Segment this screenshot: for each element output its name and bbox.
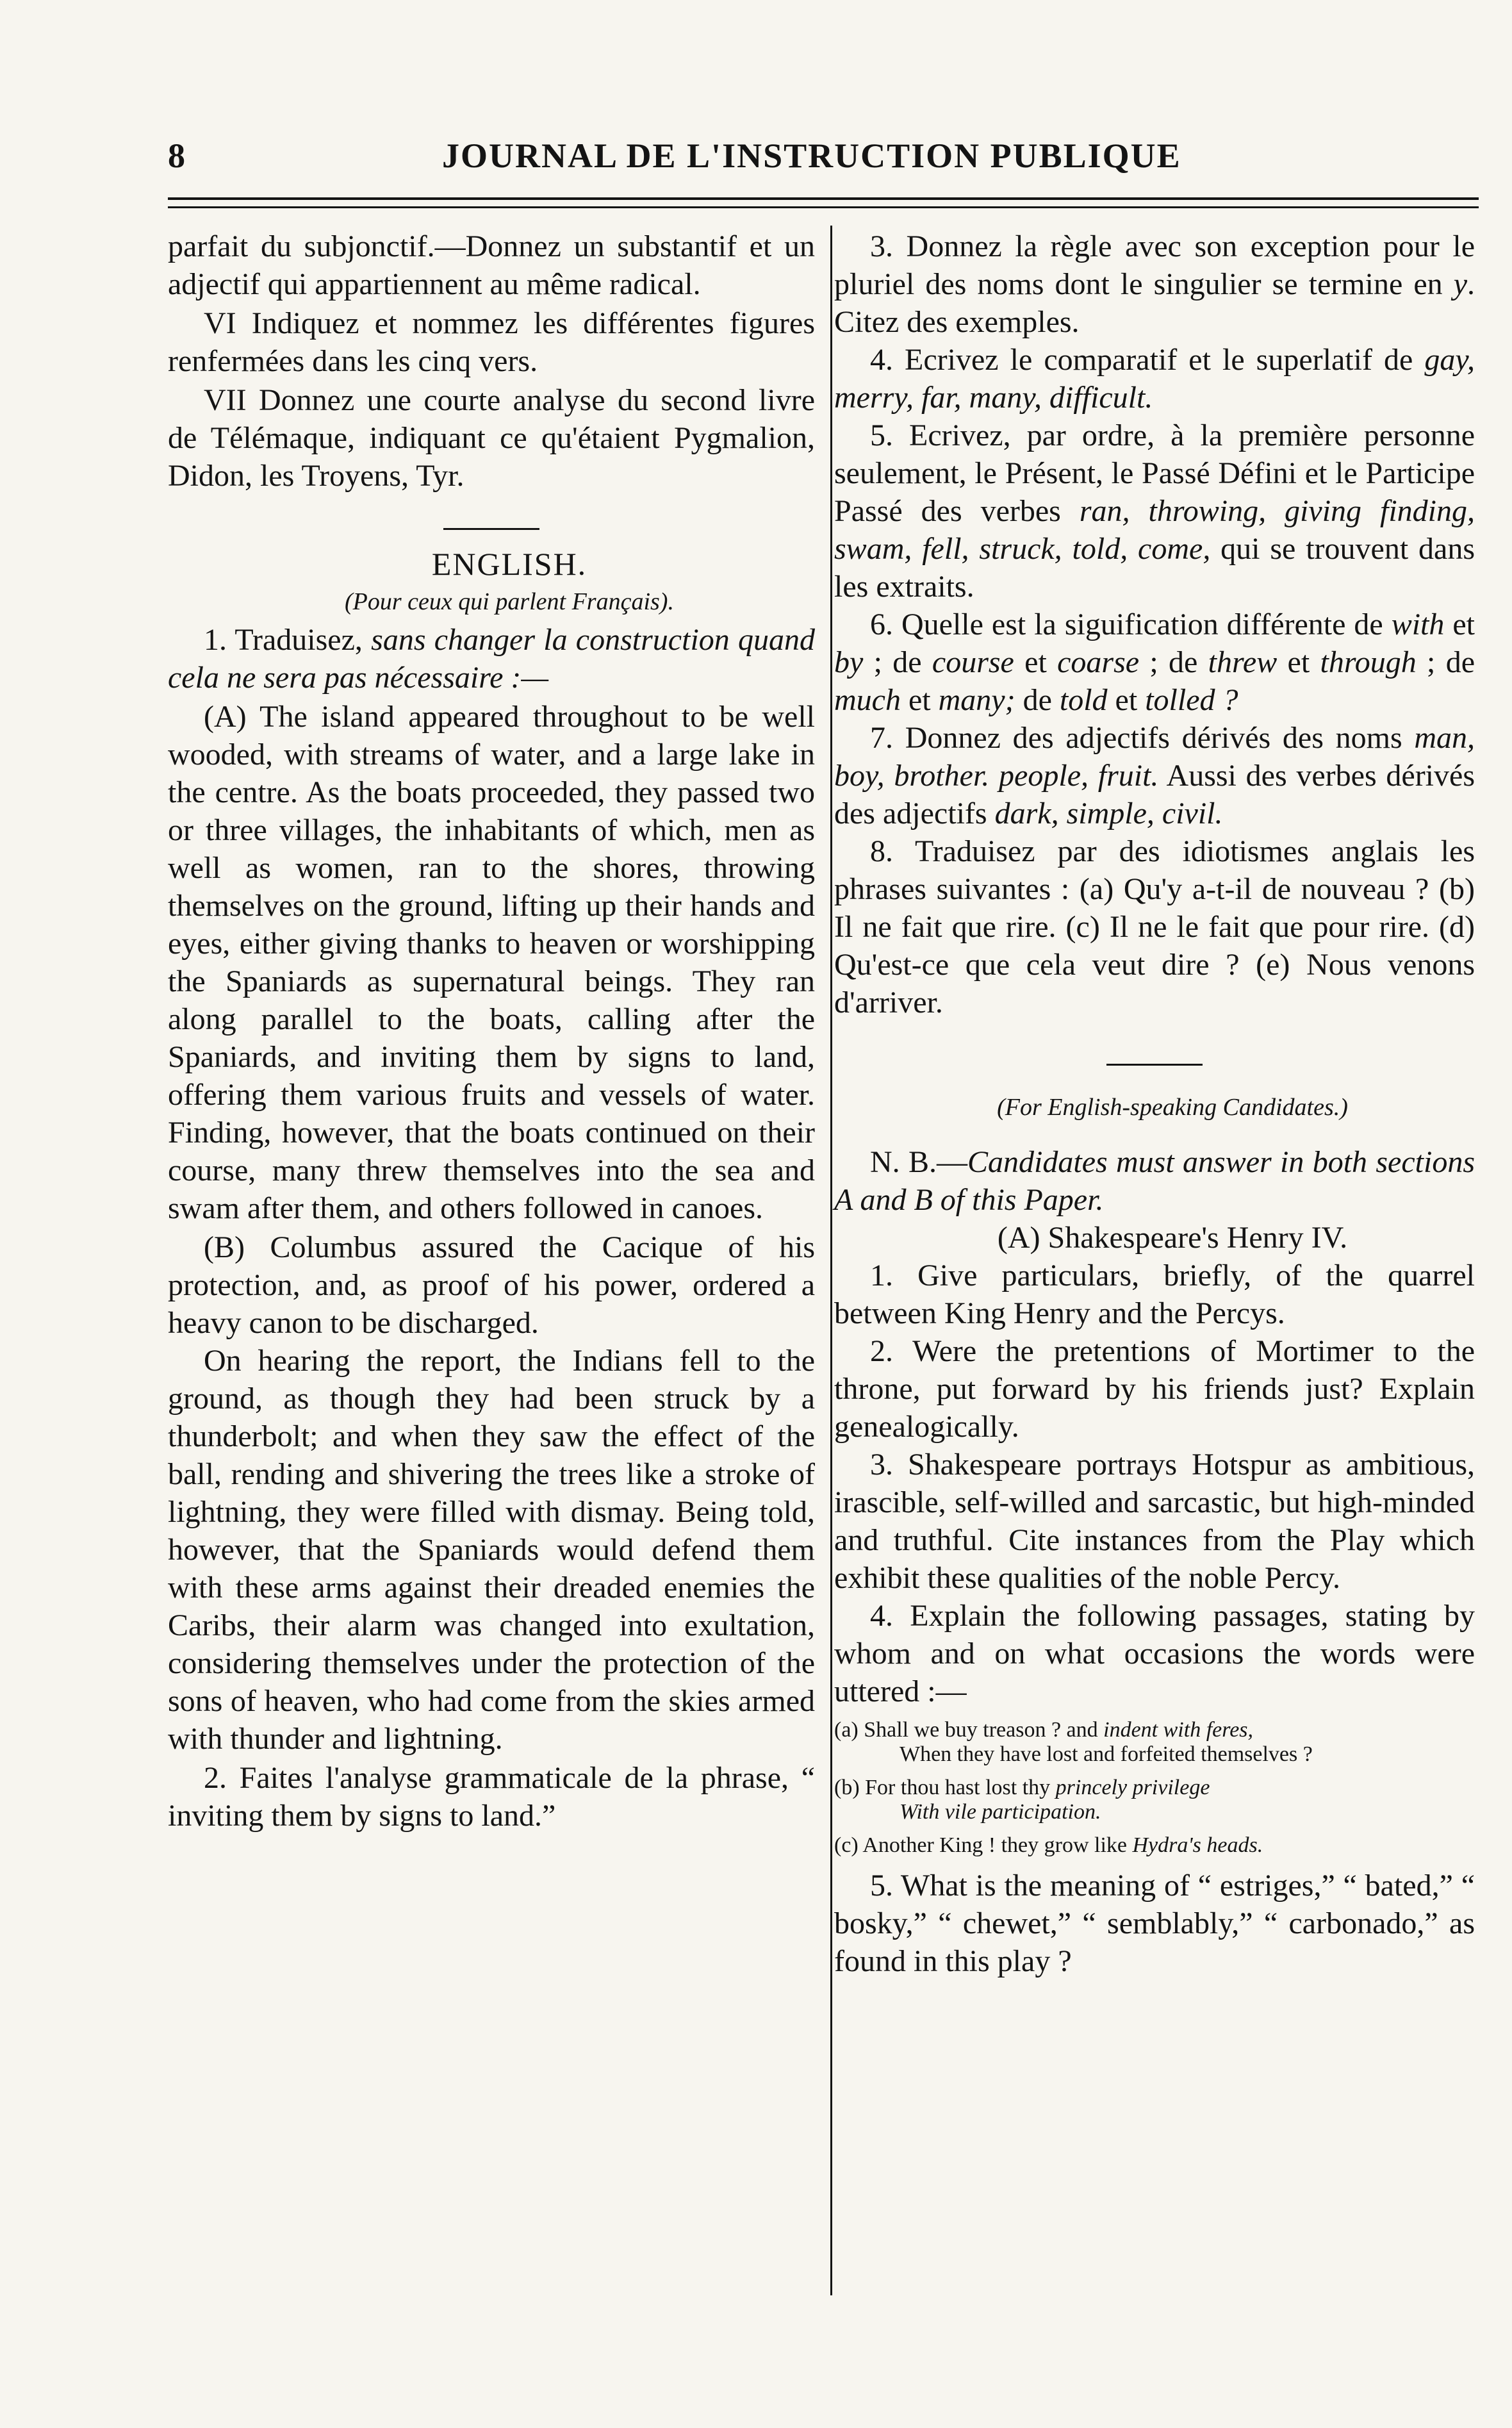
section-rule bbox=[1106, 1064, 1203, 1066]
q7-text: 7. Donnez des adjectifs dérivés des noms bbox=[870, 721, 1415, 755]
question-1-instruction: sans changer la construction quand cela ne sera pas nécessaire :— bbox=[168, 623, 815, 695]
nb-lead: N. B.— bbox=[870, 1145, 968, 1179]
quoted-passages bbox=[834, 1718, 1475, 1858]
header-rule-thick bbox=[168, 197, 1479, 200]
passage-b-intro: (B) Columbus assured the Cacique of his protection, and, as proof of his power, ordered a heavy canon to be discharged. bbox=[168, 1230, 815, 1340]
passage-a: (A) The island appeared throughout to be well wooded, with streams of water, and a large lake in the centre. As the boats proceeded, they passed two or three villages, the inhabitants of which, men as well as women, ran to the shores, throwing themselves on the ground, lifting up their hands and eyes, either giving thanks to heaven or worshipping the Spaniards as supernatural beings. They ran along parallel to the boats, calling after the Spaniards, and inviting them by signs to land, offering them various fruits and vessels of water. Finding, however, that the boats continued on their course, many threw themselves into the sea and swam after them, and others followed in canoes. bbox=[168, 700, 815, 1225]
q6-text: 6. Quelle est la siguification différente de bbox=[870, 607, 1392, 641]
quote-b-continued: With vile participation. bbox=[900, 1800, 1101, 1824]
right-column bbox=[834, 227, 1475, 1980]
q6-word: tolled ? bbox=[1145, 683, 1238, 717]
q6-word: coarse bbox=[1057, 645, 1140, 679]
question-4 bbox=[834, 341, 1475, 417]
quote-c bbox=[834, 1833, 1475, 1858]
q4-words: gay, merry, far, many, difficult. bbox=[834, 343, 1475, 415]
question-vi: VI Indiquez et nommez les différentes figures renfermées dans les cinq vers. bbox=[168, 306, 815, 378]
column-divider bbox=[830, 226, 832, 2295]
left-column bbox=[168, 227, 815, 1835]
paragraph-continued: parfait du subjonctif.—Donnez un substantif et un adjectif qui appartiennent au même radical. bbox=[168, 229, 815, 301]
q4-text: 4. Ecrivez le comparatif et le superlatif de bbox=[870, 343, 1425, 377]
q6-sep: ; de bbox=[1139, 645, 1208, 679]
q3-text-end: . Citez des exemples. bbox=[834, 267, 1475, 339]
q6-sep: ; de bbox=[1416, 645, 1475, 679]
q6-sep: ; de bbox=[863, 645, 932, 679]
q6-sep: de bbox=[1015, 683, 1060, 717]
q6-word: many; bbox=[938, 683, 1015, 717]
running-title: JOURNAL DE L'INSTRUCTION PUBLIQUE bbox=[442, 136, 1181, 175]
english-question-2: 2. Were the pretentions of Mortimer to the throne, put forward by his friends just? Explain genealogically. bbox=[834, 1334, 1475, 1444]
quote-a-italic: indent with feres, bbox=[1103, 1718, 1254, 1742]
quote-a-continued: When they have lost and forfeited themselves ? bbox=[900, 1742, 1313, 1766]
english-candidates-heading: (For English-speaking Candidates.) bbox=[997, 1094, 1348, 1121]
q6-word: much bbox=[834, 683, 901, 717]
quote-a bbox=[834, 1718, 1475, 1767]
quote-b-text: (b) For thou hast lost thy bbox=[834, 1776, 1056, 1799]
english-question-5: 5. What is the meaning of “ estriges,” “ bated,” “ bosky,” “ chewet,” “ semblably,” “ carbonado,” as found in this play ? bbox=[834, 1869, 1475, 1978]
english-question-4: 4. Explain the following passages, stating by whom and on what occasions the words were uttered :— bbox=[834, 1599, 1475, 1708]
q3-letter: y bbox=[1453, 267, 1467, 301]
q6-sep: et bbox=[1107, 683, 1146, 717]
q6-sep: et bbox=[900, 683, 939, 717]
q6-word: threw bbox=[1208, 645, 1278, 679]
question-8: 8. Traduisez par des idiotismes anglais les phrases suivantes : (a) Qu'y a-t-il de nouveau ? (b) Il ne fait que rire. (c) Il ne le fait que pour rire. (d) Qu'est-ce que cela veut dire ? (e) Nous venons d'arriver. bbox=[834, 834, 1475, 1020]
question-1 bbox=[168, 621, 815, 697]
english-question-3: 3. Shakespeare portrays Hotspur as ambitious, irascible, self-willed and sarcastic, but high-minded and truthful. Cite instances from the Play which exhibit these qualities of the noble Percy. bbox=[834, 1448, 1475, 1595]
q3-text: 3. Donnez la règle avec son exception pour le pluriel des noms dont le singulier se termine en bbox=[834, 229, 1475, 301]
question-5 bbox=[834, 417, 1475, 606]
q5-text-end: qui se trouvent dans les extraits. bbox=[834, 532, 1475, 604]
question-vii: VII Donnez une courte analyse du second livre de Télémaque, indiquant ce qu'étaient Pygmalion, Didon, les Troyens, Tyr. bbox=[168, 383, 815, 493]
english-question-1: 1. Give particulars, briefly, of the quarrel between King Henry and the Percys. bbox=[834, 1259, 1475, 1330]
q5-text: 5. Ecrivez, par ordre, à la première personne seulement, le Présent, le Passé Défini et le Participe Passé des verbes bbox=[834, 418, 1475, 528]
quote-b-italic: princely privilege bbox=[1055, 1776, 1210, 1799]
q6-word: with bbox=[1391, 607, 1445, 641]
quote-c-italic: Hydra's heads. bbox=[1132, 1833, 1263, 1857]
q6-sep: et bbox=[1444, 607, 1475, 641]
q6-sep: et bbox=[1014, 645, 1058, 679]
header-rule-thin bbox=[168, 206, 1479, 208]
q7-words: dark, simple, civil. bbox=[994, 797, 1223, 830]
section-subtitle: (Pour ceux qui parlent Français). bbox=[345, 588, 674, 615]
page-number: 8 bbox=[168, 136, 186, 175]
q7-words: man, boy, brother. people, fruit. bbox=[834, 721, 1475, 793]
play-heading: (A) Shakespeare's Henry IV. bbox=[997, 1221, 1348, 1255]
nb-text: Candidates must answer in both sections A and B of this Paper. bbox=[834, 1145, 1475, 1217]
q6-word: course bbox=[932, 645, 1014, 679]
section-rule bbox=[443, 528, 539, 530]
q6-word: told bbox=[1059, 683, 1108, 717]
question-3 bbox=[834, 227, 1475, 341]
question-1-lead: 1. Traduisez, bbox=[204, 623, 372, 657]
section-title-english: ENGLISH. bbox=[431, 546, 588, 582]
q5-words: ran, throwing, giving finding, swam, fell, struck, told, come, bbox=[834, 494, 1475, 566]
q7-text-mid: Aussi des verbes dérivés des adjectifs bbox=[834, 759, 1475, 830]
question-7 bbox=[834, 719, 1475, 832]
question-2: 2. Faites l'analyse grammaticale de la phrase, “ inviting them by signs to land.” bbox=[168, 1761, 815, 1833]
q6-word: through bbox=[1320, 645, 1417, 679]
quote-b bbox=[834, 1776, 1475, 1824]
q6-sep: et bbox=[1277, 645, 1320, 679]
question-6 bbox=[834, 606, 1475, 719]
nota-bene bbox=[834, 1143, 1475, 1219]
q6-word: by bbox=[834, 645, 864, 679]
passage-b-body: On hearing the report, the Indians fell to the ground, as though they had been struck by a thunderbolt; and when they saw the effect of the ball, rending and shivering the trees like a stroke of lightning, they were filled with dismay. Being told, however, that the Spaniards would defend them with these arms against their dreaded enemies the Caribs, their alarm was changed into exultation, considering themselves under the protection of the sons of heaven, who had come from the skies armed with thunder and lightning. bbox=[168, 1344, 815, 1756]
quote-a-text: (a) Shall we buy treason ? and bbox=[834, 1718, 1104, 1742]
quote-c-text: (c) Another King ! they grow like bbox=[834, 1833, 1133, 1857]
